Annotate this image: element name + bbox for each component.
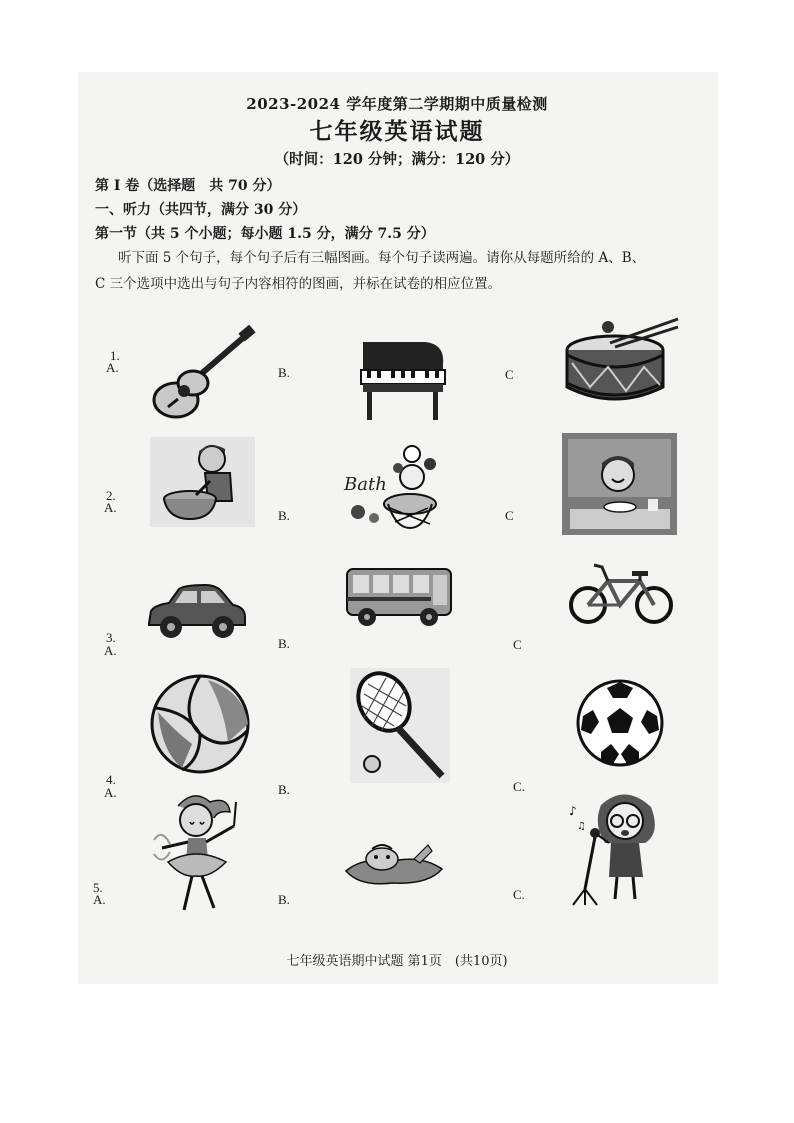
page-title: 七年级英语试题 — [309, 118, 485, 145]
bicycle-icon — [568, 557, 676, 625]
tennis-racket-icon — [350, 668, 450, 783]
subsection-heading: 第一节（共 5 个小题；每小题 1.5 分，满分 7.5 分） — [95, 226, 435, 242]
bus-icon — [345, 565, 455, 630]
volleyball-icon — [148, 672, 253, 777]
boy-washing-dishes-icon — [562, 433, 677, 535]
question-number: 4. — [106, 772, 116, 787]
svg-text:♫: ♫ — [577, 821, 586, 832]
question-number: 3. — [106, 630, 116, 645]
question-number: 2. — [106, 488, 116, 503]
question-number: 5. — [93, 880, 103, 895]
option-b-label: B. — [278, 636, 290, 651]
option-a-label: A. — [104, 785, 117, 800]
section-heading: 一、听力（共四节，满分 30 分） — [95, 202, 307, 218]
option-a-label: A. — [104, 500, 117, 515]
page-footer: 七年级英语期中试题 第1页 (共10页) — [286, 954, 508, 969]
option-c-label: C — [505, 508, 514, 523]
option-a-label: A. — [93, 892, 106, 907]
option-c-label: C. — [513, 779, 525, 794]
drum-icon — [560, 315, 682, 415]
svg-text:♪: ♪ — [569, 804, 577, 818]
soccer-ball-icon — [575, 678, 665, 768]
ballerina-icon — [148, 788, 248, 920]
option-b-label: B. — [278, 365, 290, 380]
option-b-label: B. — [278, 782, 290, 797]
bath-icon — [340, 432, 450, 537]
piano-icon — [355, 332, 450, 424]
question-number: 1. — [110, 348, 120, 363]
exam-header-line: 2023-2024 学年度第二学期期中质量检测 — [246, 95, 548, 113]
girl-singing-icon — [565, 785, 670, 907]
option-c-label: C — [513, 637, 522, 652]
part-heading: 第 I 卷（选择题 共 70 分） — [95, 178, 281, 194]
boy-washing-icon — [150, 437, 255, 527]
exam-time-score: （时间：120 分钟；满分：120 分） — [274, 151, 520, 168]
option-b-label: B. — [278, 892, 290, 907]
option-b-label: B. — [278, 508, 290, 523]
instruction-line-1: 听下面 5 个句子，每个句子后有三幅图画。每个句子读两遍。请你从每题所给的 A、B、 — [118, 250, 646, 266]
option-a-label: A. — [104, 643, 117, 658]
animal-swimming-icon — [342, 835, 447, 890]
instruction-line-2: C 三个选项中选出与句子内容相符的图画，并标在试卷的相应位置。 — [95, 276, 502, 292]
car-icon — [145, 583, 250, 643]
option-a-label: A. — [106, 360, 119, 375]
bath-word: Bath — [344, 474, 387, 495]
option-c-label: C. — [513, 887, 525, 902]
guitar-icon — [148, 325, 258, 420]
option-c-label: C — [505, 367, 514, 382]
